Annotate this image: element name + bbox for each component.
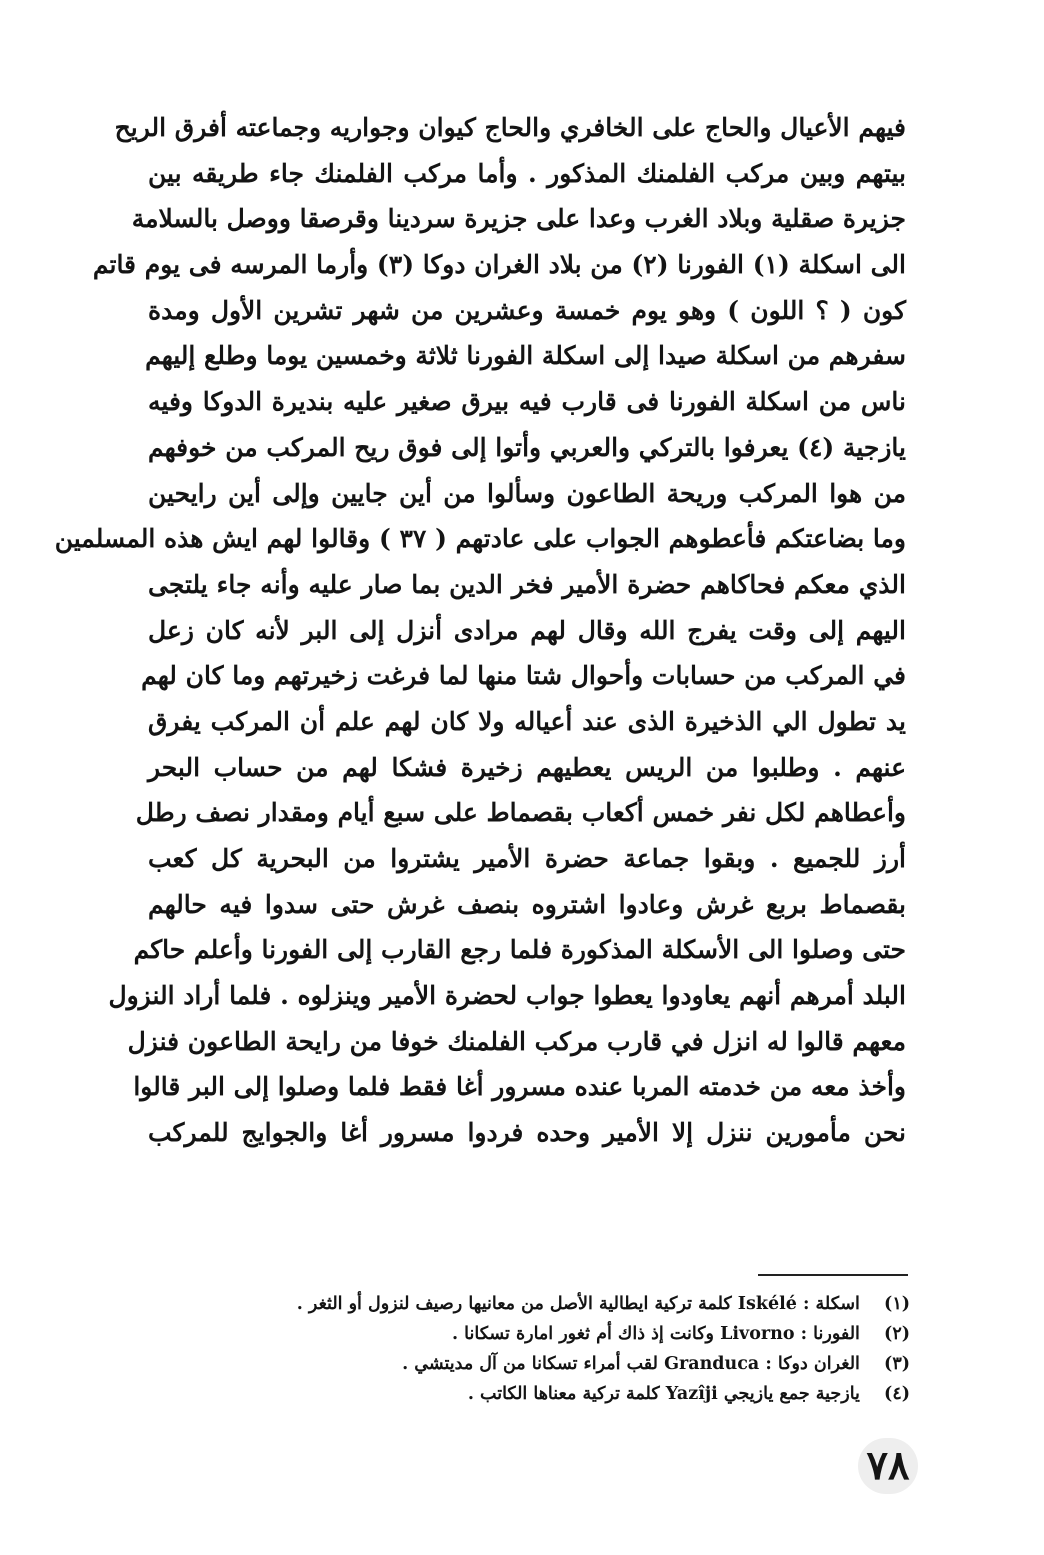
- text-line-6: سفرهم من اسكلة صيدا إلى اسكلة الفورنا ثلاثة وخمسين يوما وطلع إليهم: [145, 341, 906, 371]
- text-line-10: وما بضاعتكم فأعطوهم الجواب على عادتهم ( ٣٧ ) وقالوا لهم ايش هذه المسلمين: [54, 524, 906, 554]
- footnote-text: اسكلة : Iskélé كلمة تركية ايطالية الأصل من معانيها رصيف لنزول أو الثغر .: [296, 1294, 860, 1314]
- text-line-11: الذي معكم فحاكاهم حضرة الأمير فخر الدين بما صار عليه وأنه جاء يلتجى: [148, 569, 906, 599]
- footnote-3: [150, 1349, 910, 1379]
- page-number: ٧٨: [858, 1438, 918, 1494]
- footnote-4: [150, 1379, 910, 1409]
- text-line-3: جزيرة صقلية وبلاد الغرب وعدا على جزيرة سردينا وقرصقا ووصل بالسلامة: [131, 204, 906, 234]
- text-line-19: حتى وصلوا الى الأسكلة المذكورة فلما رجع القارب إلى الفورنا وأعلم حاكم: [133, 935, 906, 965]
- footnote-divider: [758, 1274, 908, 1276]
- text-line-12: اليهم إلى وقت يفرج الله وقال لهم مرادى أنزل إلى البر لأنه كان زعل: [148, 615, 906, 645]
- text-line-7: ناس من اسكلة الفورنا فى قارب فيه بيرق صغير عليه بنديرة الدوكا وفيه: [148, 387, 906, 417]
- text-line-9: من هوا المركب وريحة الطاعون وسألوا من أين جايين وإلى أين رايحين: [148, 478, 906, 508]
- text-line-18: بقصماط بربع غرش وعادوا اشتروه بنصف غرش حتى سدوا فيه حالهم: [148, 889, 906, 919]
- footnote-text: الغران دوكا : Granduca لقب أمراء تسكانا من آل مديتشي .: [402, 1354, 860, 1374]
- text-line-20: البلد أمرهم أنهم يعاودوا يعطوا جواب لحضرة الأمير وينزلوه . فلما أراد النزول: [108, 981, 906, 1011]
- text-line-5: كون ( ؟ اللون ) وهو يوم خمسة وعشرين من شهر تشرين الأول ومدة: [148, 295, 906, 325]
- text-line-4: الى اسكلة (١) الفورنا (٢) من بلاد الغران دوكا (٣) وأرما المرسه فى يوم قاتم: [92, 250, 906, 280]
- text-line-2: بيتهم وبين مركب الفلمنك المذكور . وأما مركب الفلمنك جاء طريقه بين: [148, 158, 906, 188]
- main-text: [54, 105, 906, 1156]
- text-line-15: عنهم . وطلبوا من الريس يعطيهم زخيرة فشكا لهم من حساب البحر: [148, 752, 906, 782]
- footnotes: [150, 1289, 910, 1409]
- text-line-21: معهم قالوا له انزل في قارب مركب الفلمنك خوفا من رايحة الطاعون فنزل: [127, 1026, 906, 1056]
- footnote-number: (٣): [884, 1354, 910, 1374]
- footnote-number: (٤): [884, 1384, 910, 1404]
- footnote-text: يازجية جمع يازيجي Yazîji كلمة تركية معناها الكاتب .: [467, 1384, 860, 1404]
- text-line-13: في المركب من حسابات وأحوال شتا منها لما فرغت زخيرتهم وما كان لهم: [141, 661, 906, 691]
- text-line-17: أرز للجميع . وبقوا جماعة حضرة الأمير يشتروا من البحرية كل كعب: [148, 844, 906, 873]
- text-line-14: يد تطول الي الذخيرة الذى عند أعياله ولا كان لهم علم أن المركب يفرق: [148, 706, 906, 736]
- text-line-1: فيهم الأعيال والحاج على الخافري والحاج كيوان وجواريه وجماعته أفرق الريح: [114, 113, 906, 142]
- footnote-1: [150, 1289, 910, 1319]
- footnote-2: [150, 1319, 910, 1349]
- footnote-number: (٢): [884, 1324, 910, 1344]
- footnote-number: (١): [884, 1294, 910, 1314]
- text-line-16: وأعطاهم لكل نفر خمس أكعاب بقصماط على سبع أيام ومقدار نصف رطل: [135, 798, 906, 828]
- text-line-8: يازجية (٤) يعرفوا بالتركي والعربي وأتوا إلى فوق ريح المركب من خوفهم: [148, 432, 906, 462]
- footnote-text: الفورنا : Livorno وكانت إذ ذاك أم ثغور امارة تسكانا .: [451, 1324, 860, 1344]
- text-line-23: نحن مأمورين ننزل إلا الأمير وحده فردوا مسرور أغا والجوايج للمركب: [148, 1118, 906, 1148]
- text-line-22: وأخذ معه من خدمته المربا عنده مسرور أغا فقط فلما وصلوا إلى البر قالوا: [133, 1072, 906, 1102]
